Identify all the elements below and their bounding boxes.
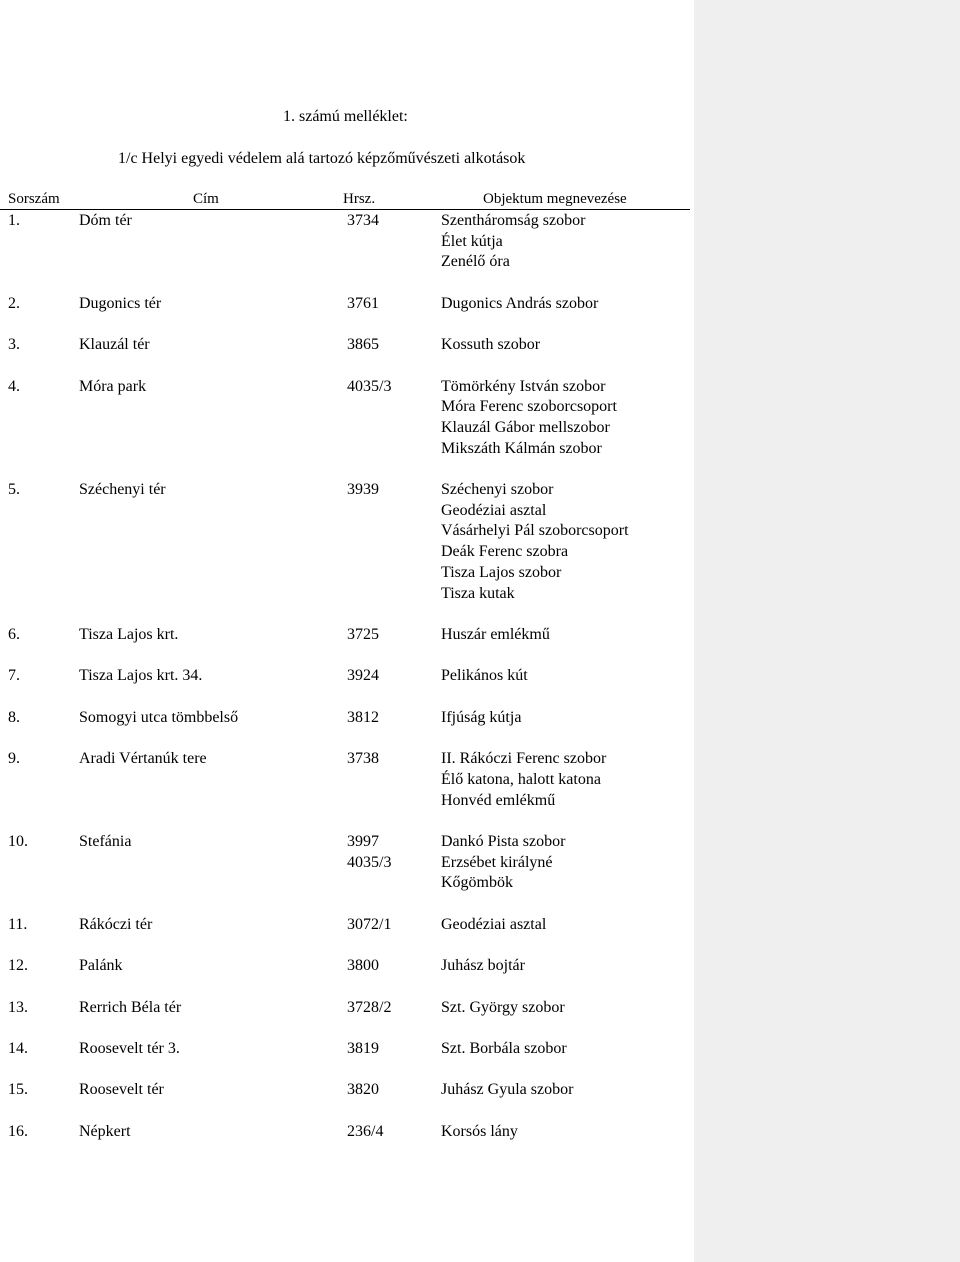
monument-table-body: [0, 211, 690, 1163]
row-number: 3.: [8, 336, 20, 354]
object-name: Tisza kutak: [441, 584, 515, 602]
row-number: 14.: [8, 1039, 28, 1057]
column-header-objektum: Objektum megnevezése: [483, 191, 627, 207]
hrsz-value: 3072/1: [347, 915, 392, 933]
row-number: 11.: [8, 915, 28, 933]
table-row: [0, 294, 690, 335]
comment-margin-panel: [694, 0, 960, 1262]
column-header-sorszam: Sorszám: [8, 191, 60, 207]
hrsz-value: 3997: [347, 832, 379, 850]
table-row: [0, 625, 690, 666]
hrsz-value: 3728/2: [347, 998, 392, 1016]
row-hrsz: [347, 708, 379, 729]
row-address: Dugonics tér: [79, 294, 162, 312]
hrsz-value: 3865: [347, 336, 379, 354]
hrsz-value: 3800: [347, 957, 379, 975]
row-objects: [441, 335, 540, 356]
row-objects: [441, 480, 629, 604]
row-hrsz: [347, 377, 391, 398]
row-address: Stefánia: [79, 832, 132, 850]
row-address: Roosevelt tér 3.: [79, 1039, 180, 1057]
row-address: Széchenyi tér: [79, 481, 166, 499]
object-name: Móra Ferenc szoborcsoport: [441, 398, 617, 416]
row-objects: [441, 294, 598, 315]
row-address: Roosevelt tér: [79, 1081, 164, 1099]
row-number: 6.: [8, 625, 20, 643]
row-hrsz: [347, 998, 391, 1019]
row-hrsz: [347, 1122, 383, 1143]
row-hrsz: [347, 832, 391, 873]
row-hrsz: [347, 211, 379, 232]
row-hrsz: [347, 749, 379, 770]
row-objects: [441, 998, 565, 1019]
row-address: Rákóczi tér: [79, 915, 153, 933]
table-row: [0, 211, 690, 294]
object-name: Pelikános kút: [441, 667, 528, 685]
table-row: [0, 1039, 690, 1080]
hrsz-value: 3738: [347, 750, 379, 768]
row-number: 7.: [8, 667, 20, 685]
object-name: Szt. György szobor: [441, 998, 565, 1016]
hrsz-value: 236/4: [347, 1122, 384, 1140]
table-row: [0, 832, 690, 915]
object-name: Mikszáth Kálmán szobor: [441, 439, 602, 457]
row-address: Móra park: [79, 377, 147, 395]
row-number: 15.: [8, 1081, 28, 1099]
row-hrsz: [347, 1080, 379, 1101]
row-objects: [441, 832, 565, 894]
row-number: 13.: [8, 998, 28, 1016]
object-name: Szentháromság szobor: [441, 212, 586, 229]
object-name: Tömörkény István szobor: [441, 377, 606, 395]
table-row: [0, 1122, 690, 1163]
row-address: Palánk: [79, 957, 123, 975]
object-name: Juhász Gyula szobor: [441, 1081, 574, 1099]
table-row: [0, 956, 690, 997]
hrsz-value: 3819: [347, 1039, 379, 1057]
table-row: [0, 749, 690, 832]
row-number: 16.: [8, 1122, 28, 1140]
row-objects: [441, 749, 606, 811]
object-name: Szt. Borbála szobor: [441, 1039, 567, 1057]
object-name: Juhász bojtár: [441, 957, 525, 975]
hrsz-value: 3939: [347, 481, 379, 499]
object-name: Vásárhelyi Pál szoborcsoport: [441, 522, 629, 540]
object-name: Geodéziai asztal: [441, 915, 547, 933]
row-hrsz: [347, 666, 379, 687]
object-name: Kossuth szobor: [441, 336, 541, 354]
row-address: Népkert: [79, 1122, 131, 1140]
table-row: [0, 666, 690, 707]
row-address: Somogyi utca tömbbelső: [79, 708, 239, 726]
object-name: Honvéd emlékmű: [441, 791, 556, 809]
row-hrsz: [347, 1039, 379, 1060]
row-number: 8.: [8, 708, 20, 726]
row-address: Aradi Vértanúk tere: [79, 750, 207, 768]
row-objects: [441, 956, 525, 977]
object-name: Dankó Pista szobor: [441, 832, 566, 850]
row-objects: [441, 915, 546, 936]
row-objects: [441, 625, 550, 646]
object-name: Deák Ferenc szobra: [441, 543, 569, 561]
table-row: [0, 377, 690, 481]
object-name: Ifjúság kútja: [441, 708, 522, 726]
hrsz-value: 3734: [347, 212, 379, 229]
row-objects: [441, 1080, 573, 1101]
row-hrsz: [347, 625, 379, 646]
row-objects: [441, 377, 617, 460]
row-objects: [441, 211, 585, 273]
header-rule: [0, 209, 690, 210]
object-name: Tisza Lajos szobor: [441, 563, 562, 581]
row-address: Tisza Lajos krt.: [79, 625, 179, 643]
column-header-hrsz: Hrsz.: [343, 191, 376, 207]
row-number: 5.: [8, 481, 20, 499]
table-row: [0, 708, 690, 749]
row-hrsz: [347, 335, 379, 356]
row-number: 12.: [8, 957, 28, 975]
row-hrsz: [347, 956, 379, 977]
object-name: Élet kútja: [441, 232, 503, 250]
object-name: Dugonics András szobor: [441, 294, 599, 312]
table-row: [0, 998, 690, 1039]
table-row: [0, 915, 690, 956]
row-number: 9.: [8, 750, 20, 768]
row-number: 1.: [8, 212, 20, 229]
object-name: Széchenyi szobor: [441, 481, 554, 499]
row-number: 2.: [8, 294, 20, 312]
row-objects: [441, 708, 521, 729]
row-objects: [441, 1039, 567, 1060]
object-name: II. Rákóczi Ferenc szobor: [441, 750, 607, 768]
hrsz-value: 4035/3: [347, 853, 392, 871]
row-number: 10.: [8, 832, 28, 850]
row-address: Klauzál tér: [79, 336, 150, 354]
object-name: Klauzál Gábor mellszobor: [441, 418, 610, 436]
annex-title: 1. számú melléklet:: [283, 108, 408, 125]
object-name: Huszár emlékmű: [441, 625, 550, 643]
row-hrsz: [347, 294, 379, 315]
column-header-cim: Cím: [193, 191, 219, 207]
object-name: Erzsébet királyné: [441, 853, 553, 871]
row-objects: [441, 1122, 518, 1143]
object-name: Élő katona, halott katona: [441, 770, 601, 788]
table-row: [0, 1080, 690, 1121]
hrsz-value: 3725: [347, 625, 379, 643]
row-hrsz: [347, 915, 391, 936]
object-name: Geodéziai asztal: [441, 501, 547, 519]
hrsz-value: 4035/3: [347, 377, 392, 395]
row-objects: [441, 666, 528, 687]
row-address: Dóm tér: [79, 212, 132, 229]
table-row: [0, 335, 690, 376]
row-address: Tisza Lajos krt. 34.: [79, 667, 203, 685]
hrsz-value: 3820: [347, 1081, 379, 1099]
hrsz-value: 3924: [347, 667, 379, 685]
object-name: Zenélő óra: [441, 253, 510, 271]
row-address: Rerrich Béla tér: [79, 998, 182, 1016]
object-name: Korsós lány: [441, 1122, 518, 1140]
hrsz-value: 3761: [347, 294, 379, 312]
section-title: 1/c Helyi egyedi védelem alá tartozó képzőművészeti alkotások: [118, 150, 526, 167]
table-row: [0, 480, 690, 625]
object-name: Kőgömbök: [441, 874, 513, 892]
row-hrsz: [347, 480, 379, 501]
row-number: 4.: [8, 377, 20, 395]
hrsz-value: 3812: [347, 708, 379, 726]
